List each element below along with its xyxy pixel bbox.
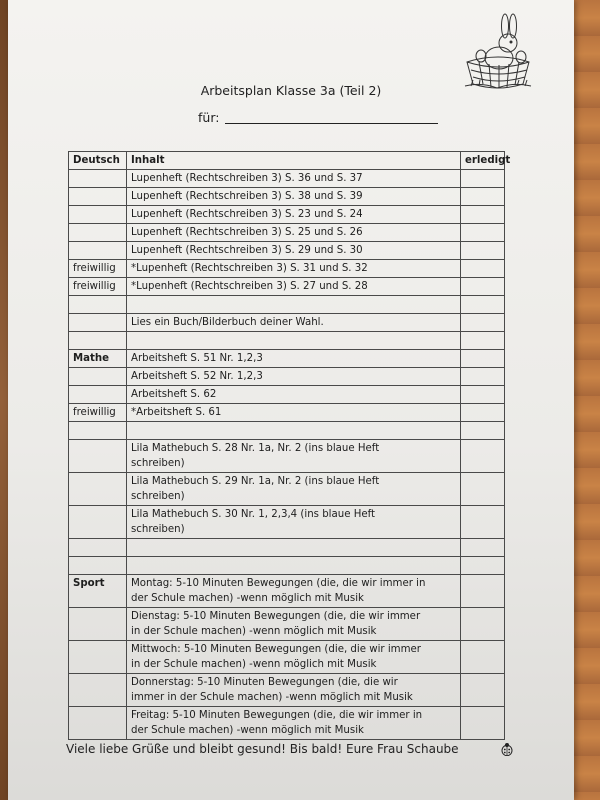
subject-cell: [69, 440, 127, 473]
content-cell: [127, 707, 461, 740]
content-cell: [127, 608, 461, 641]
content-cell: [127, 404, 461, 422]
table-row: [69, 422, 505, 440]
table-row: [69, 707, 505, 740]
content-cell: [127, 260, 461, 278]
subject-cell: [69, 170, 127, 188]
easter-bunny-basket-icon: [461, 12, 535, 94]
content-cell: [127, 314, 461, 332]
table-row: [69, 296, 505, 314]
subject-cell: [69, 506, 127, 539]
table-body: [69, 170, 505, 740]
done-checkbox-cell[interactable]: [461, 278, 505, 296]
done-checkbox-cell[interactable]: [461, 386, 505, 404]
subject-cell: [69, 206, 127, 224]
for-label: für:: [198, 110, 220, 125]
done-checkbox-cell[interactable]: [461, 422, 505, 440]
table-row: [69, 608, 505, 641]
footer-message: Viele liebe Grüße und bleibt gesund! Bis bald! Eure Frau Schaube: [66, 742, 459, 756]
content-cell: [127, 224, 461, 242]
content-line: schreiben): [131, 524, 185, 535]
table-row: [69, 575, 505, 608]
table-row: [69, 170, 505, 188]
done-checkbox-cell[interactable]: [461, 314, 505, 332]
subject-cell: [69, 608, 127, 641]
content-line: *Arbeitsheft S. 61: [131, 407, 222, 418]
content-cell: [127, 188, 461, 206]
subject-cell: [69, 188, 127, 206]
content-cell: [127, 473, 461, 506]
table-row: [69, 440, 505, 473]
content-cell: [127, 641, 461, 674]
content-line: Freitag: 5-10 Minuten Bewegungen (die, die wir immer in: [131, 710, 423, 721]
table-row: [69, 350, 505, 368]
table-row: [69, 314, 505, 332]
content-line: [131, 558, 456, 573]
subject-cell: [69, 707, 127, 740]
content-line: *Lupenheft (Rechtschreiben 3) S. 27 und S. 28: [131, 281, 368, 292]
content-cell: [127, 170, 461, 188]
done-checkbox-cell[interactable]: [461, 440, 505, 473]
content-line: Lila Mathebuch S. 29 Nr. 1a, Nr. 2 (ins blaue Heft: [131, 476, 380, 487]
subject-cell: freiwillig: [69, 404, 127, 422]
done-checkbox-cell[interactable]: [461, 188, 505, 206]
done-checkbox-cell[interactable]: [461, 170, 505, 188]
table-row: [69, 242, 505, 260]
subject-cell: [69, 422, 127, 440]
content-line: Lupenheft (Rechtschreiben 3) S. 25 und S. 26: [131, 227, 363, 238]
subject-cell: freiwillig: [69, 260, 127, 278]
content-cell: [127, 440, 461, 473]
subject-cell: Mathe: [69, 350, 127, 368]
subject-cell: freiwillig: [69, 278, 127, 296]
table-row: [69, 557, 505, 575]
content-cell: [127, 422, 461, 440]
content-cell: [127, 557, 461, 575]
subject-cell: [69, 296, 127, 314]
content-cell: [127, 539, 461, 557]
content-line: Lila Mathebuch S. 28 Nr. 1a, Nr. 2 (ins blaue Heft: [131, 443, 380, 454]
content-line: in der Schule machen) -wenn möglich mit Musik: [131, 626, 377, 637]
page-title: Arbeitsplan Klasse 3a (Teil 2): [200, 83, 382, 98]
wooden-background-right: [572, 0, 600, 800]
table-row: [69, 641, 505, 674]
content-cell: [127, 242, 461, 260]
content-line: Dienstag: 5-10 Minuten Bewegungen (die, die wir immer: [131, 611, 421, 622]
table-row: [69, 206, 505, 224]
table-row: [69, 674, 505, 707]
content-line: Arbeitsheft S. 51 Nr. 1,2,3: [131, 353, 263, 364]
done-checkbox-cell[interactable]: [461, 350, 505, 368]
done-checkbox-cell[interactable]: [461, 368, 505, 386]
content-cell: [127, 506, 461, 539]
content-line: *Lupenheft (Rechtschreiben 3) S. 31 und S. 32: [131, 263, 368, 274]
subject-cell: [69, 641, 127, 674]
column-header-content: Inhalt: [127, 152, 461, 170]
table-row: [69, 278, 505, 296]
content-line: Lupenheft (Rechtschreiben 3) S. 38 und S. 39: [131, 191, 363, 202]
done-checkbox-cell[interactable]: [461, 296, 505, 314]
subject-cell: [69, 557, 127, 575]
content-cell: [127, 332, 461, 350]
content-line: Lila Mathebuch S. 30 Nr. 1, 2,3,4 (ins blaue Heft: [131, 509, 376, 520]
subject-cell: Sport: [69, 575, 127, 608]
table-row: [69, 368, 505, 386]
content-cell: [127, 350, 461, 368]
done-checkbox-cell[interactable]: [461, 242, 505, 260]
subject-cell: [69, 314, 127, 332]
subject-cell: [69, 242, 127, 260]
done-checkbox-cell[interactable]: [461, 641, 505, 674]
done-checkbox-cell[interactable]: [461, 674, 505, 707]
content-line: Lupenheft (Rechtschreiben 3) S. 29 und S. 30: [131, 245, 363, 256]
done-checkbox-cell[interactable]: [461, 206, 505, 224]
done-checkbox-cell[interactable]: [461, 332, 505, 350]
content-cell: [127, 206, 461, 224]
done-checkbox-cell[interactable]: [461, 224, 505, 242]
done-checkbox-cell[interactable]: [461, 575, 505, 608]
subject-cell: [69, 674, 127, 707]
content-line: schreiben): [131, 491, 185, 502]
content-line: schreiben): [131, 458, 185, 469]
content-line: Lies ein Buch/Bilderbuch deiner Wahl.: [131, 317, 324, 328]
content-line: der Schule machen) -wenn möglich mit Musik: [131, 725, 364, 736]
content-cell: [127, 368, 461, 386]
worksheet-paper: [8, 0, 574, 800]
done-checkbox-cell[interactable]: [461, 404, 505, 422]
column-header-subject: Deutsch: [69, 152, 127, 170]
ladybug-icon: [501, 742, 513, 756]
subject-cell: [69, 539, 127, 557]
content-line: Montag: 5-10 Minuten Bewegungen (die, die wir immer in: [131, 578, 426, 589]
content-line: Lupenheft (Rechtschreiben 3) S. 36 und S. 37: [131, 173, 363, 184]
content-line: Donnerstag: 5-10 Minuten Bewegungen (die, die wir: [131, 677, 398, 688]
content-line: [131, 423, 456, 438]
content-line: [131, 297, 456, 312]
content-cell: [127, 386, 461, 404]
content-line: Arbeitsheft S. 52 Nr. 1,2,3: [131, 371, 263, 382]
content-line: [131, 333, 456, 348]
table-row: [69, 473, 505, 506]
table-header-row: [69, 152, 505, 170]
table-row: [69, 260, 505, 278]
subject-cell: [69, 332, 127, 350]
table-row: [69, 386, 505, 404]
column-header-done: erledigt: [461, 152, 505, 170]
table-row: [69, 224, 505, 242]
content-cell: [127, 296, 461, 314]
content-line: in der Schule machen) -wenn möglich mit Musik: [131, 659, 377, 670]
table-row: [69, 539, 505, 557]
content-cell: [127, 674, 461, 707]
content-line: immer in der Schule machen) -wenn möglich mit Musik: [131, 692, 413, 703]
content-cell: [127, 278, 461, 296]
done-checkbox-cell[interactable]: [461, 539, 505, 557]
content-cell: [127, 575, 461, 608]
content-line: Mittwoch: 5-10 Minuten Bewegungen (die, die wir immer: [131, 644, 421, 655]
done-checkbox-cell[interactable]: [461, 473, 505, 506]
table-row: [69, 188, 505, 206]
subject-cell: [69, 224, 127, 242]
work-plan-table: [68, 151, 511, 740]
done-checkbox-cell[interactable]: [461, 260, 505, 278]
name-line: [225, 123, 438, 124]
table-row: [69, 404, 505, 422]
table-row: [69, 506, 505, 539]
done-checkbox-cell[interactable]: [461, 557, 505, 575]
subject-cell: [69, 386, 127, 404]
table-row: [69, 332, 505, 350]
content-line: Arbeitsheft S. 62: [131, 389, 217, 400]
subject-cell: [69, 473, 127, 506]
content-line: [131, 540, 456, 555]
done-checkbox-cell[interactable]: [461, 506, 505, 539]
done-checkbox-cell[interactable]: [461, 608, 505, 641]
content-line: der Schule machen) -wenn möglich mit Musik: [131, 593, 364, 604]
content-line: Lupenheft (Rechtschreiben 3) S. 23 und S. 24: [131, 209, 363, 220]
subject-cell: [69, 368, 127, 386]
done-checkbox-cell[interactable]: [461, 707, 505, 740]
